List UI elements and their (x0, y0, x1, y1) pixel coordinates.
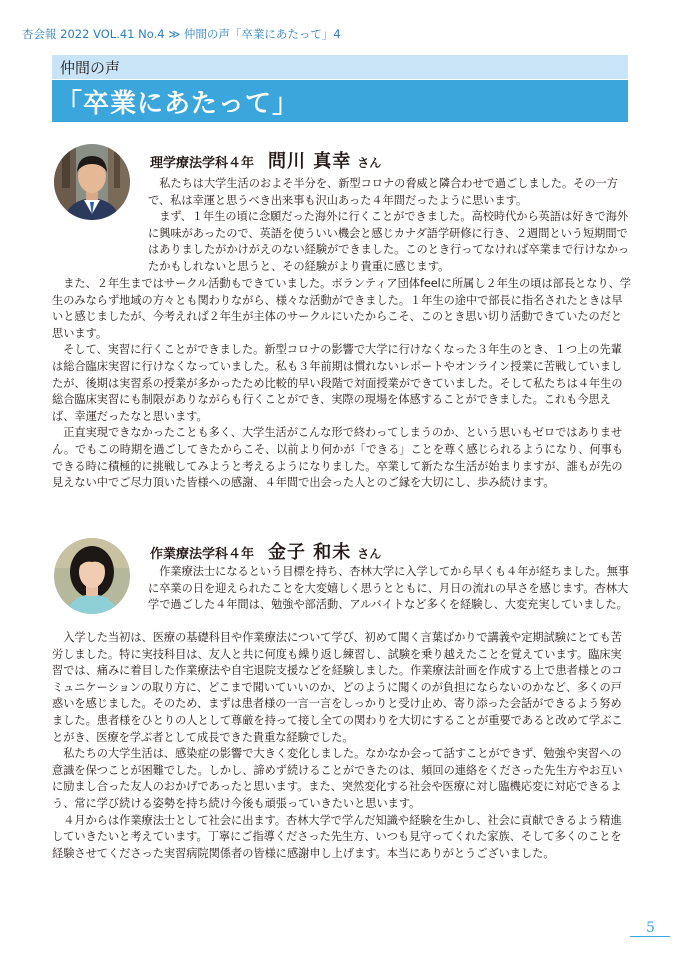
paragraph: そして、実習に行くことができました。新型コロナの影響で大学に行けなくなった３年生のとき、１つ上の先輩は総合臨床実習に行けなくなっていました。私も３年前期は慣れないレポートやオンライン授業に苦戦していましたが、後期は実習系の授業が多かったため比較的早い段階で対面授業ができていました。そして私たちは４年生の総合臨床実習にも制限がありながらも行くことができ、実際の現場を体感することができました。これも今思えば、幸運だったなと思います。 (52, 343, 623, 423)
author-photo-1 (54, 144, 130, 220)
author-honorific: さん (357, 156, 382, 170)
paragraph: ４月からは作業療法士として社会に出ます。杏林大学で学んだ知識や経験を生かし、社会に貢献できるよう精進していきたいと考えています。丁寧にご指導くださった先生方、いつも見守ってくれた家族、そして多くのことを経験させてくださった実習病院関係者の皆様に感謝申し上げます。本当にありがとうございました。 (52, 813, 622, 860)
title-band (52, 80, 628, 122)
paragraph: 私たちの大学生活は、感染症の影響で大きく変化しました。なかなか会って話すことができず、勉強や実習への意識を保つことが困難でした。しかし、諦めず続けることができたのは、頻回の連絡をくださった先生方やお互いに励まし合った友人のおかげであったと思います。また、突然変化する社会や医療に対し臨機応変に対応できるよう、常に学び続ける姿勢を持ち続け今後も頑張っていきたいと思います。 (52, 747, 623, 810)
paragraph: 入学した当初は、医療の基礎科目や作業療法について学び、初めて聞く言葉ばかりで講義や定期試験にとても苦労しました。特に実技科目は、友人と共に何度も繰り返し練習し、試験を乗り越えたことを覚えています。臨床実習では、痛みに着目した作業療法や自宅退院支援などを経験しました。作業療法計画を作成する上で患者様とのコミュニケーションの取り方に、どこまで聞いていいのか、どのように聞くのが負担にならないのかなど、多くの戸惑いを感じました。そのため、まずは患者様の一言一言をしっかりと受け止め、寄り添った会話ができるよう努めました。患者様をひとりの人として尊厳を持って接し全ての関わりを大切にすることが重要であると改めて学ぶことがき、医療を学ぶ者として成長できた貴重な経験でした。 (52, 631, 623, 744)
paragraph: まず、１年生の頃に念願だった海外に行くことができました。高校時代から英語は好きで海外に興味があったので、英語を使ういい機会と感じカナダ語学研修に行き、２週間という短期間ではありましたがかけがえのない経験ができました。このとき行ってなければ卒業まで行けなかったかもしれないと思うと、その経験がより貴重に感じます。 (148, 210, 630, 273)
article-1-intro (148, 176, 630, 276)
paragraph: また、２年生まではサークル活動もできていました。ボランティア団体feelに所属し２年生の頃は部長となり、学生のみならず地域の方々とも関わりながら、様々な活動ができました。１年生の途中で部長に指名されたときは早いと感じましたが、今考えれば２年生が主体のサークルにいたからこそ、このとき思い切り活動できていたのだと思います。 (52, 277, 631, 340)
article-2-intro (148, 564, 630, 614)
author-honorific: さん (357, 547, 382, 561)
author-heading-2 (150, 538, 381, 564)
author-name: 問川 真幸 (268, 151, 352, 172)
article-2-body (52, 630, 632, 862)
author-department: 理学療法学科４年 (150, 156, 255, 171)
paragraph: 正直実現できなかったことも多く、大学生活がこんな形で終わってしまうのか、という思いもゼロではありません。でもこの時期を過ごしてきたからこそ、以前より何かが「できる」ことを尊く感じられるようになり、何事もできる時に積極的に挑戦してみようと考えるようになりました。卒業して新たな生活が始まりますが、誰もが先の見えない中でご尽力頂いた皆様への感謝、４年間で出会った人とのご縁を大切にし、歩み続けます。 (52, 426, 624, 490)
running-header: 杏会報 2022 VOL.41 No.4 ≫ 仲間の声「卒業にあたって」4 (22, 27, 341, 41)
article-1-body (52, 276, 632, 492)
section-label-band (52, 55, 628, 79)
paragraph: 私たちは大学生活のおよそ半分を、新型コロナの脅威と隣合わせで過ごしました。その一方で、私は幸運と思うべき出来事も沢山あった４年間だったように思います。 (148, 177, 618, 207)
author-heading-1 (150, 147, 381, 173)
page-title: 「卒業にあたって」 (56, 89, 300, 119)
author-photo-2 (54, 538, 130, 614)
author-department: 作業療法学科４年 (150, 547, 255, 562)
author-name: 金子 和未 (268, 542, 352, 563)
paragraph: 作業療法士になるという目標を持ち、杏林大学に入学してから早くも４年が経ちました。無事に卒業の日を迎えられたことを大変嬉しく思うとともに、月日の流れの早さを感じます。杏林大学で過ごした４年間は、勉強や部活動、アルバイトなど多くを経験し、大変充実していました。 (148, 565, 630, 612)
page-number: 5 (646, 920, 655, 936)
page-number-rule (630, 936, 670, 937)
section-label: 仲間の声 (60, 59, 121, 77)
